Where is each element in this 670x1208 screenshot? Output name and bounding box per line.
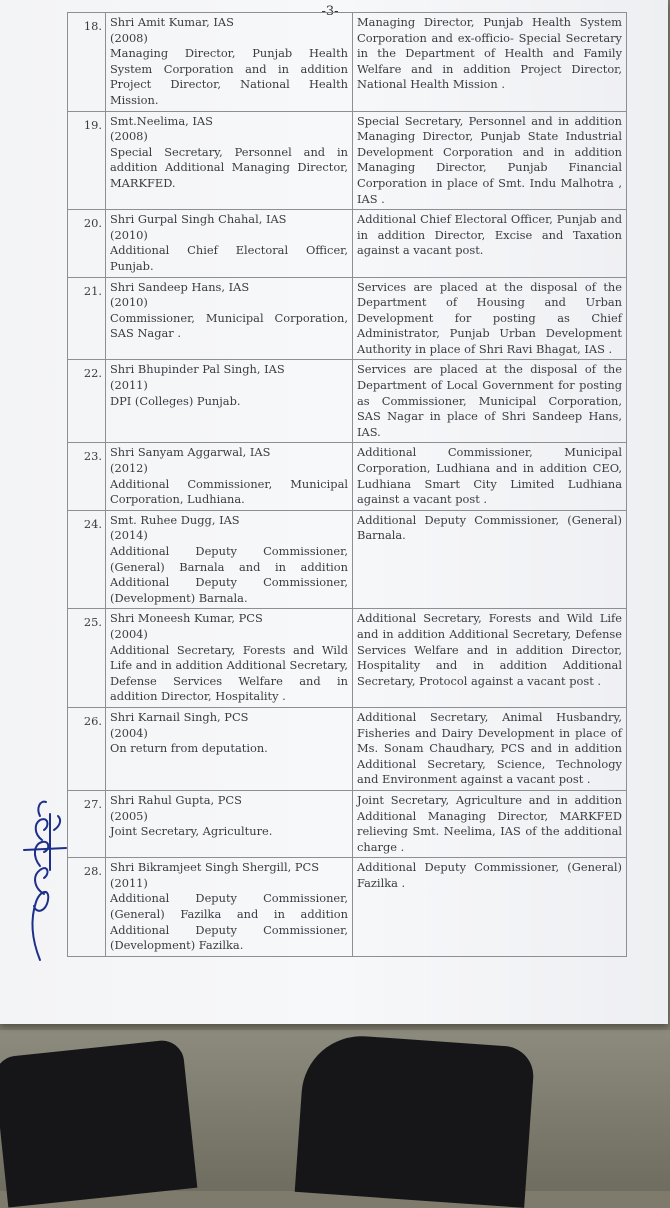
- officer-cell: [106, 510, 353, 609]
- batch-year: (2010): [110, 227, 148, 242]
- officer-name: Shri Bikramjeet Singh Shergill, PCS: [110, 860, 320, 875]
- officer-name: Shri Sanyam Aggarwal, IAS: [110, 445, 271, 460]
- serial-number: 26.: [68, 707, 106, 790]
- new-posting: Joint Secretary, Agriculture and in addition Additional Managing Director, MARKFED relieving Smt. Neelima, IAS of the additional charge .: [353, 790, 627, 857]
- batch-year: (2008): [110, 129, 148, 144]
- serial-number: 19.: [68, 111, 106, 210]
- present-designation: Commissioner, Municipal Corporation, SAS Nagar .: [110, 310, 348, 341]
- new-posting: Additional Deputy Commissioner, (General) Barnala.: [353, 510, 627, 609]
- new-posting: Additional Secretary, Forests and Wild Life and in addition Additional Secretary, Defense Services Welfare and in addition Director, Hospitality and in addition Additional Secretary, Protocol against a vacant post .: [353, 609, 627, 708]
- page-number: -3-: [321, 4, 339, 19]
- batch-year: (2014): [110, 528, 148, 543]
- shoe-left: [0, 1038, 197, 1207]
- present-designation: Additional Deputy Commissioner, (General) Barnala and in addition Additional Deputy Commissioner, (Development) Barnala.: [110, 544, 348, 605]
- present-designation: Additional Secretary, Forests and Wild Life and in addition Additional Secretary, Defense Services Welfare and in addition Director, Hospitality .: [110, 642, 348, 704]
- table-row: [68, 510, 627, 609]
- officer-name: Shri Karnail Singh, PCS: [110, 709, 249, 724]
- shoe-right: [295, 1032, 536, 1208]
- new-posting: Services are placed at the disposal of the Department of Local Government for posting as Commissioner, Municipal Corporation, SAS Nagar in place of Shri Sandeep Hans, IAS.: [353, 360, 627, 443]
- officer-name: Smt. Ruhee Dugg, IAS: [110, 512, 240, 527]
- officer-cell: [106, 13, 353, 112]
- officer-cell: [106, 707, 353, 790]
- batch-year: (2011): [110, 875, 148, 890]
- present-designation: Joint Secretary, Agriculture.: [110, 824, 273, 839]
- present-designation: Special Secretary, Personnel and in addition Additional Managing Director, MARKFED.: [110, 144, 348, 190]
- table-row: [68, 858, 627, 957]
- officer-cell: [106, 443, 353, 510]
- officer-name: Shri Moneesh Kumar, PCS: [110, 611, 263, 626]
- new-posting: Additional Commissioner, Municipal Corporation, Ludhiana and in addition CEO, Ludhiana Smart City Limited Ludhiana against a vacant post .: [353, 443, 627, 510]
- present-designation: Additional Commissioner, Municipal Corporation, Ludhiana.: [110, 476, 348, 507]
- batch-year: (2004): [110, 626, 148, 641]
- officer-name: Smt.Neelima, IAS: [110, 113, 213, 128]
- table-row: [68, 210, 627, 277]
- table-row: [68, 790, 627, 857]
- batch-year: (2010): [110, 295, 148, 310]
- serial-number: 23.: [68, 443, 106, 510]
- table-row: [68, 360, 627, 443]
- present-designation: Additional Deputy Commissioner, (General) Fazilka and in addition Additional Deputy Commissioner, (Development) Fazilka.: [110, 891, 348, 953]
- present-designation: DPI (Colleges) Punjab.: [110, 393, 241, 408]
- officer-name: Shri Rahul Gupta, PCS: [110, 792, 242, 807]
- table-row: [68, 111, 627, 210]
- officer-name: Shri Bhupinder Pal Singh, IAS: [110, 362, 285, 377]
- officer-name: Shri Amit Kumar, IAS: [110, 15, 234, 29]
- serial-number: 22.: [68, 360, 106, 443]
- officer-cell: [106, 360, 353, 443]
- posting-table: [67, 12, 627, 957]
- batch-year: (2008): [110, 30, 148, 45]
- new-posting: Additional Deputy Commissioner, (General) Fazilka .: [353, 858, 627, 957]
- officer-cell: [106, 858, 353, 957]
- officer-cell: [106, 277, 353, 360]
- present-designation: Additional Chief Electoral Officer, Punjab.: [110, 243, 348, 273]
- present-designation: On return from deputation.: [110, 741, 268, 756]
- serial-number: 28.: [68, 858, 106, 957]
- table-row: [68, 443, 627, 510]
- officer-cell: [106, 609, 353, 708]
- serial-number: 18.: [68, 13, 106, 112]
- officer-cell: [106, 210, 353, 277]
- serial-number: 21.: [68, 277, 106, 360]
- present-designation: Managing Director, Punjab Health System Corporation and in addition Project Director, National Health Mission.: [110, 46, 348, 107]
- new-posting: Additional Chief Electoral Officer, Punjab and in addition Director, Excise and Taxation against a vacant post.: [353, 210, 627, 277]
- officer-name: Shri Sandeep Hans, IAS: [110, 279, 250, 294]
- serial-number: 25.: [68, 609, 106, 708]
- signature: [10, 790, 70, 970]
- serial-number: 24.: [68, 510, 106, 609]
- serial-number: 27.: [68, 790, 106, 857]
- officer-name: Shri Gurpal Singh Chahal, IAS: [110, 212, 287, 227]
- batch-year: (2005): [110, 808, 148, 823]
- new-posting: Services are placed at the disposal of the Department of Housing and Urban Development for posting as Chief Administrator, Punjab Urban Development Authority in place of Shri Ravi Bhagat, IAS .: [353, 277, 627, 360]
- batch-year: (2012): [110, 461, 148, 476]
- table-row: [68, 609, 627, 708]
- table-row: [68, 277, 627, 360]
- batch-year: (2011): [110, 378, 148, 393]
- new-posting: Special Secretary, Personnel and in addition Managing Director, Punjab State Industrial Development Corporation and in addition Managing Director, Punjab Financial Corporation in place of Smt. Indu Malhotra , IAS .: [353, 111, 627, 210]
- table-row: [68, 707, 627, 790]
- serial-number: 20.: [68, 210, 106, 277]
- new-posting: Managing Director, Punjab Health System Corporation and ex-officio- Special Secretary in the Department of Health and Family Welfare and in addition Project Director, National Health Mission .: [353, 13, 627, 112]
- batch-year: (2004): [110, 725, 148, 740]
- table-body: [68, 13, 627, 957]
- new-posting: Additional Secretary, Animal Husbandry, Fisheries and Dairy Development in place of Ms. Sonam Chaudhary, PCS and in addition Additional Secretary, Science, Technology and Environment against a vacant post .: [353, 707, 627, 790]
- officer-cell: [106, 111, 353, 210]
- table-row: [68, 13, 627, 112]
- officer-cell: [106, 790, 353, 857]
